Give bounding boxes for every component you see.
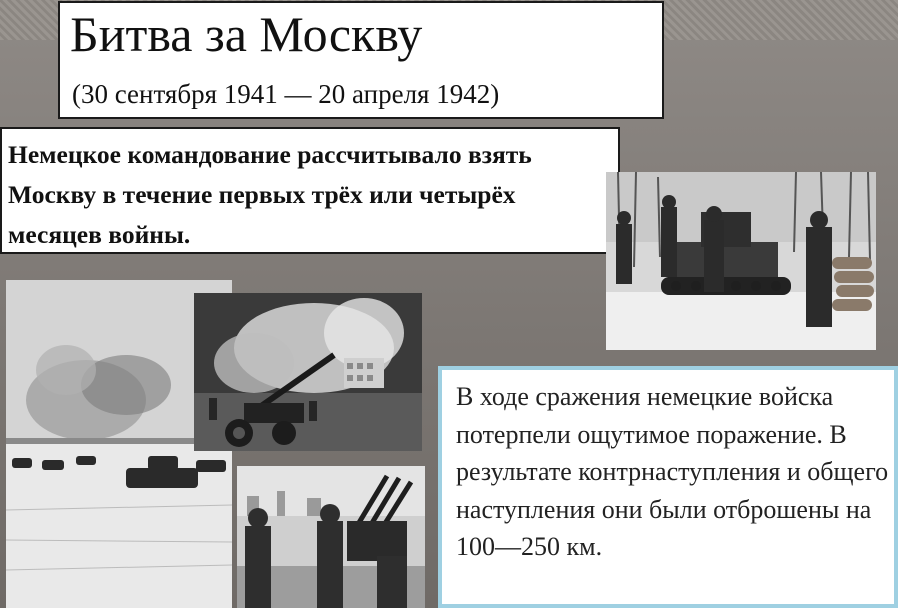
soldiers-winter-forest-photo xyxy=(606,172,876,350)
photo-anti-aircraft-crew xyxy=(237,466,425,608)
result-text: В ходе сражения немецкие войска потерпели ощутимое поражение. В результате контрнаступления и общего наступления они были отброшены на 100—250 км. xyxy=(456,382,889,561)
result-text-box xyxy=(438,366,898,608)
title-box xyxy=(58,1,664,119)
photo-artillery-city-fire xyxy=(194,293,422,451)
intro-text: Немецкое командование рассчитывало взять Москву в течение первых трёх или четырёх месяцев войны. xyxy=(8,140,532,249)
photo-soldiers-with-tank xyxy=(606,172,876,350)
artillery-gun-burning-city-photo xyxy=(194,293,422,451)
intro-text-box xyxy=(0,127,620,254)
anti-aircraft-gun-crew-photo xyxy=(237,466,425,608)
slide-subtitle: (30 сентября 1941 — 20 апреля 1942) xyxy=(72,79,500,109)
slide-title: Битва за Москву xyxy=(70,6,423,62)
